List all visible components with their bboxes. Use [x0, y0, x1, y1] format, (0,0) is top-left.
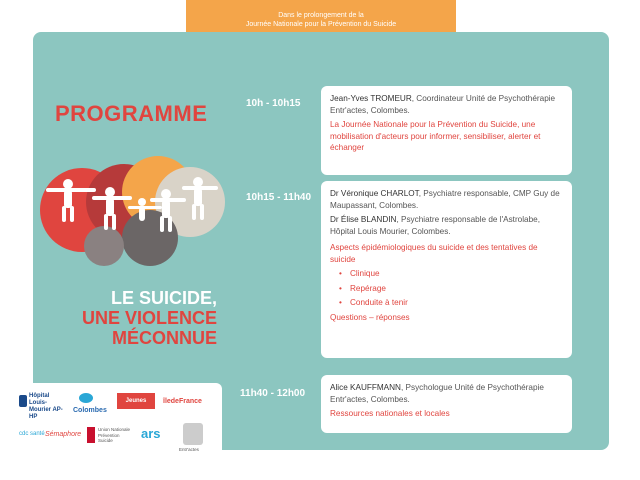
- people-circles-illustration: [40, 152, 235, 267]
- session-2-time: 10h15 - 11h40: [246, 192, 312, 203]
- headline: [60, 288, 217, 348]
- logo-jeunes: Jeunes: [117, 393, 155, 409]
- logo-unps: Union Nationale Prévention Suicide: [98, 427, 131, 443]
- session-1-speaker: [330, 93, 563, 116]
- headline-line-2: UNE VIOLENCE: [81, 308, 217, 328]
- logo-entractes: Entr'actes: [179, 447, 199, 452]
- logo-semaphore: Sémaphore: [45, 431, 82, 438]
- session-3-card: [321, 375, 572, 433]
- speaker-role: , Coordinateur Unité de Psychothérapie Entr'actes, Colombes.: [330, 94, 556, 115]
- banner-line-2: Journée Nationale pour la Prévention du Suicide: [245, 21, 397, 28]
- session-3-speaker: [330, 382, 563, 405]
- unps-logo-icon: [87, 427, 95, 443]
- logo-ars: ars: [141, 426, 161, 441]
- circle-grey-small: [84, 226, 124, 266]
- colombes-logo-icon: [79, 393, 93, 403]
- speaker-role: , Psychiatre responsable de l'Astrolabe, Hôpital Louis Mourier, Colombes.: [330, 215, 540, 236]
- speaker-name: Alice KAUFFMANN: [330, 383, 401, 392]
- logo-colombes: Colombes: [73, 407, 107, 414]
- session-2-bullet-list: [330, 268, 563, 309]
- page-title: PROGRAMME: [55, 101, 208, 126]
- speaker-role: , Psychiatre responsable, CMP Guy de Maupassant, Colombes.: [330, 189, 560, 210]
- headline-line-3: MÉCONNUE: [111, 328, 217, 348]
- list-item: • Conduite à tenir: [350, 297, 563, 309]
- session-2-speaker-1: [330, 188, 563, 211]
- list-item: • Repérage: [350, 283, 563, 295]
- headline-line-1: LE SUICIDE,: [110, 288, 217, 308]
- session-2-topic: Aspects épidémiologiques du suicide et des tentatives de suicide: [330, 243, 538, 264]
- session-1-card: [321, 86, 572, 175]
- logo-iledefrance: îledeFrance: [163, 398, 202, 405]
- banner-line-1: Dans le prolongement de la: [278, 12, 364, 19]
- session-1-time: 10h - 10h15: [246, 98, 301, 109]
- session-2-closing: Questions – réponses: [330, 312, 410, 322]
- session-3-topic: Ressources nationales et locales: [330, 409, 450, 418]
- session-3-time: 11h40 - 12h00: [240, 388, 306, 399]
- logo-cdc: cdc santé: [19, 431, 45, 437]
- partner-logos: [13, 383, 222, 456]
- speaker-name: Dr Élise BLANDIN: [330, 215, 397, 224]
- speaker-name: Jean-Yves TROMEUR: [330, 94, 412, 103]
- session-2-card: [321, 181, 572, 358]
- session-1-topic: La Journée Nationale pour la Prévention du Suicide, une mobilisation d'acteurs pour informer, sensibiliser, alerter et échanger: [330, 120, 541, 152]
- aphp-logo-icon: [19, 395, 27, 407]
- list-item: • Clinique: [350, 268, 563, 280]
- speaker-name: Dr Véronique CHARLOT: [330, 189, 419, 198]
- logo-aphp: Hôpital Louis-Mourier AP-HP: [29, 393, 63, 420]
- speaker-role: , Psychologue Unité de Psychothérapie Entr'actes, Colombes.: [330, 383, 544, 404]
- session-2-speaker-2: [330, 214, 563, 237]
- entractes-logo-icon: [183, 423, 203, 445]
